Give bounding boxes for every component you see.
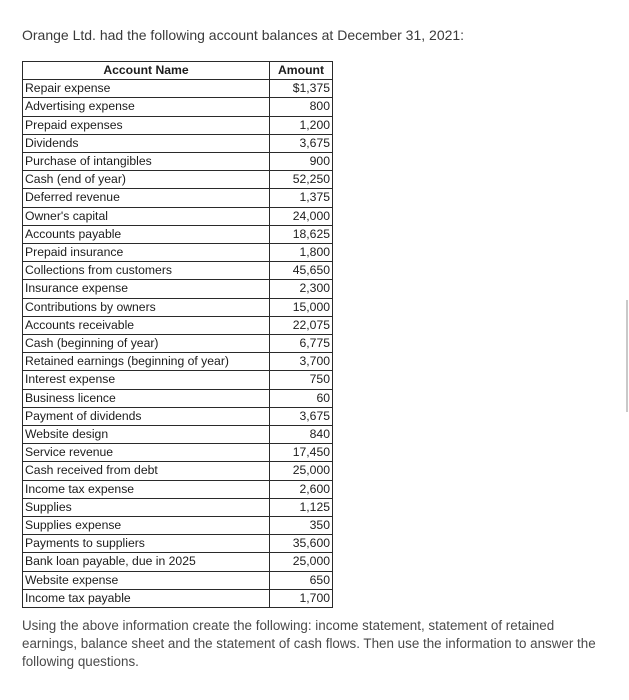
amount-cell: 750 <box>270 371 333 389</box>
table-row <box>23 426 333 444</box>
table-row <box>23 389 333 407</box>
amount-cell: 1,200 <box>270 116 333 134</box>
table-row <box>23 298 333 316</box>
intro-text: Orange Ltd. had the following account balances at December 31, 2021: <box>22 27 465 43</box>
table-row <box>23 571 333 589</box>
amount-cell: 2,300 <box>270 280 333 298</box>
account-name-cell: Retained earnings (beginning of year) <box>23 353 270 371</box>
account-name-cell: Prepaid insurance <box>23 244 270 262</box>
table-row <box>23 280 333 298</box>
table-row <box>23 335 333 353</box>
account-name-cell: Website design <box>23 426 270 444</box>
header-account-name: Account Name <box>23 62 270 80</box>
table-row <box>23 462 333 480</box>
amount-cell: 840 <box>270 426 333 444</box>
amount-cell: 650 <box>270 571 333 589</box>
table-row <box>23 535 333 553</box>
amount-cell: 35,600 <box>270 535 333 553</box>
amount-cell: 60 <box>270 389 333 407</box>
amount-cell: 900 <box>270 153 333 171</box>
table-row <box>23 407 333 425</box>
account-name-cell: Website expense <box>23 571 270 589</box>
table-row <box>23 480 333 498</box>
account-name-cell: Interest expense <box>23 371 270 389</box>
amount-cell: 800 <box>270 98 333 116</box>
table-row <box>23 553 333 571</box>
table-row <box>23 80 333 98</box>
amount-cell: 1,375 <box>270 189 333 207</box>
table-row <box>23 153 333 171</box>
amount-cell: 1,125 <box>270 498 333 516</box>
table-body <box>23 80 333 608</box>
account-name-cell: Deferred revenue <box>23 189 270 207</box>
account-name-cell: Collections from customers <box>23 262 270 280</box>
amount-cell: 45,650 <box>270 262 333 280</box>
amount-cell: 6,775 <box>270 335 333 353</box>
table-row <box>23 444 333 462</box>
account-balances-table-wrapper <box>22 61 333 608</box>
table-row <box>23 98 333 116</box>
amount-cell: 3,675 <box>270 407 333 425</box>
amount-cell: 17,450 <box>270 444 333 462</box>
table-row <box>23 353 333 371</box>
table-row <box>23 589 333 607</box>
account-name-cell: Supplies <box>23 498 270 516</box>
amount-cell: 350 <box>270 517 333 535</box>
table-row <box>23 262 333 280</box>
account-name-cell: Cash (end of year) <box>23 171 270 189</box>
account-name-cell: Owner's capital <box>23 207 270 225</box>
account-name-cell: Insurance expense <box>23 280 270 298</box>
account-name-cell: Repair expense <box>23 80 270 98</box>
account-name-cell: Accounts receivable <box>23 316 270 334</box>
account-name-cell: Payments to suppliers <box>23 535 270 553</box>
account-name-cell: Advertising expense <box>23 98 270 116</box>
account-name-cell: Supplies expense <box>23 517 270 535</box>
amount-cell: 2,600 <box>270 480 333 498</box>
amount-cell: 1,700 <box>270 589 333 607</box>
account-name-cell: Business licence <box>23 389 270 407</box>
account-name-cell: Dividends <box>23 134 270 152</box>
scrollbar-edge <box>626 300 628 412</box>
account-name-cell: Accounts payable <box>23 225 270 243</box>
table-row <box>23 207 333 225</box>
table-row <box>23 316 333 334</box>
account-name-cell: Service revenue <box>23 444 270 462</box>
amount-cell: 15,000 <box>270 298 333 316</box>
account-name-cell: Bank loan payable, due in 2025 <box>23 553 270 571</box>
table-row <box>23 225 333 243</box>
amount-cell: $1,375 <box>270 80 333 98</box>
account-name-cell: Purchase of intangibles <box>23 153 270 171</box>
table-row <box>23 244 333 262</box>
amount-cell: 22,075 <box>270 316 333 334</box>
amount-cell: 3,675 <box>270 134 333 152</box>
header-amount: Amount <box>270 62 333 80</box>
account-name-cell: Cash (beginning of year) <box>23 335 270 353</box>
table-row <box>23 116 333 134</box>
table-row <box>23 134 333 152</box>
amount-cell: 25,000 <box>270 462 333 480</box>
account-balances-table <box>22 61 333 608</box>
account-name-cell: Prepaid expenses <box>23 116 270 134</box>
table-row <box>23 171 333 189</box>
table-header-row <box>23 62 333 80</box>
amount-cell: 52,250 <box>270 171 333 189</box>
table-row <box>23 517 333 535</box>
account-name-cell: Income tax expense <box>23 480 270 498</box>
instructions-text: Using the above information create the following: income statement, statement of retained earnings, balance sheet and the statement of cash flows. Then use the information to answer the following questions. <box>22 618 596 669</box>
table-row <box>23 498 333 516</box>
table-row <box>23 371 333 389</box>
amount-cell: 18,625 <box>270 225 333 243</box>
amount-cell: 24,000 <box>270 207 333 225</box>
account-name-cell: Contributions by owners <box>23 298 270 316</box>
account-name-cell: Income tax payable <box>23 589 270 607</box>
amount-cell: 25,000 <box>270 553 333 571</box>
amount-cell: 3,700 <box>270 353 333 371</box>
amount-cell: 1,800 <box>270 244 333 262</box>
table-row <box>23 189 333 207</box>
account-name-cell: Payment of dividends <box>23 407 270 425</box>
account-name-cell: Cash received from debt <box>23 462 270 480</box>
